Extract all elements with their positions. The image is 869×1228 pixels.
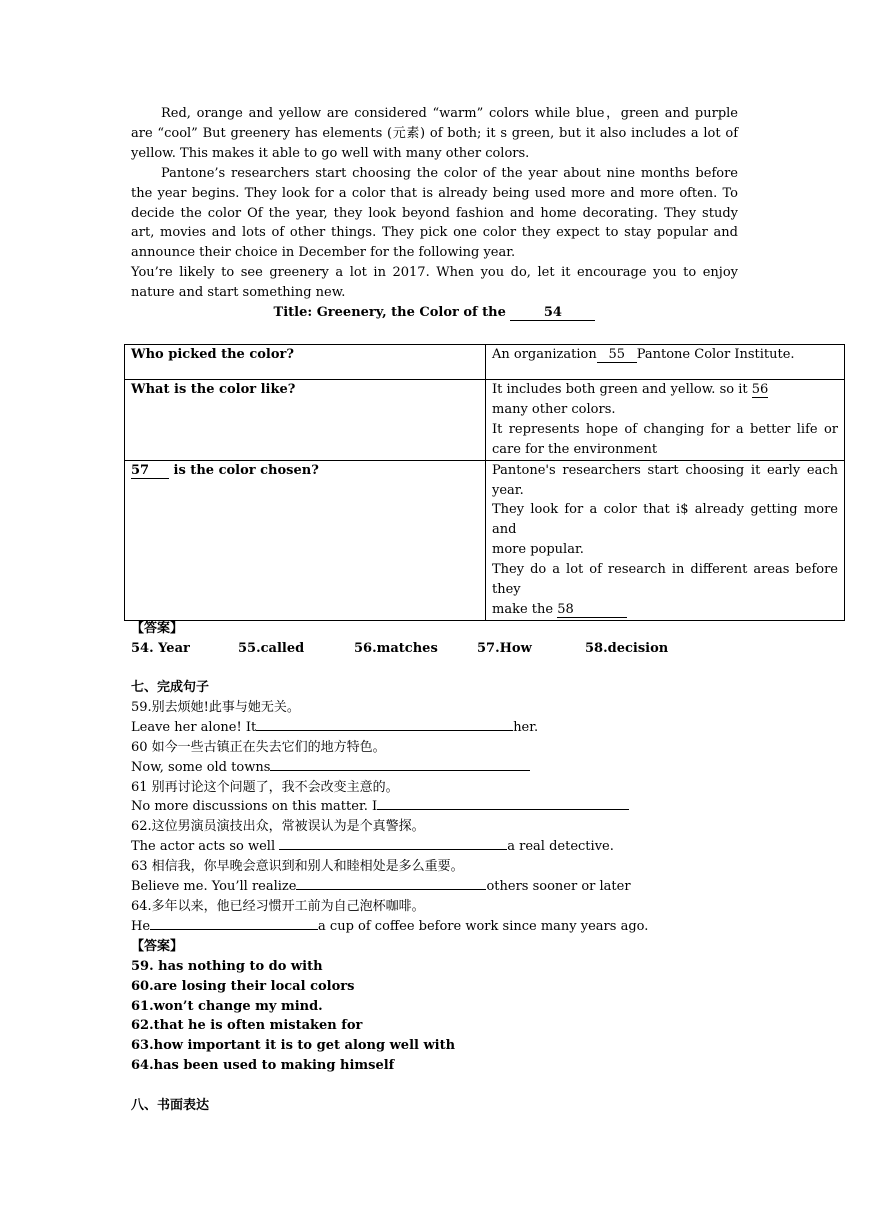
answer-item: 58.decision [585,640,669,656]
answer-line: It represents hope of changing for a better life or care for the environment [492,421,838,457]
table-row [125,460,845,620]
answer-item: 64.has been used to making himself [131,1058,395,1074]
item-cn: 64.多年以来，他已经习惯开工前为自己泡杯咖啡。 [131,898,425,914]
section-seven [131,678,851,1076]
blank-55: 55 [597,348,637,363]
answer-blank [270,770,530,771]
answer-item: 59. has nothing to do with [131,958,323,974]
answer-item: 61.won’t change my mind. [131,998,323,1014]
item-en-text: her. [513,719,539,735]
answer-line: Pantone's researchers start choosing it early each year. [492,462,838,498]
blank-58: 58 [557,603,627,618]
table-title-text: Title: Greenery, the Color of the [273,305,511,321]
answer-line: They do a lot of research in different areas before they [492,562,838,598]
item-en [131,917,851,937]
answer-item: 63.how important it is to get along well with [131,1038,456,1054]
answer-item: 60.are losing their local colors [131,978,355,994]
blank-54: 54 [510,306,595,321]
answer-how [486,460,845,620]
answer-line [492,380,838,400]
item-en [131,758,851,778]
answer-line [492,600,838,620]
answer-blank [279,849,507,850]
answer-text: An organization [492,347,597,362]
answer-what [486,380,845,461]
item-cn: 61 别再讨论这个问题了，我不会改变主意的。 [131,779,399,795]
answer-blank [256,730,513,731]
item-en [131,837,851,857]
section-eight [131,1096,851,1116]
question-text: is the color chosen? [169,462,319,478]
item-cn: 60 如今一些古镇正在失去它们的地方特色。 [131,739,386,755]
answer-blank [296,889,486,890]
item-cn: 62.这位男演员演技出众，常被误认为是个真警探。 [131,819,425,835]
answer-item: 56.matches [354,640,438,656]
item-en [131,797,851,817]
item-en-text: No more discussions on this matter. I [131,799,378,815]
summary-table [124,344,845,621]
item-en [131,718,851,738]
answer-text: make the [492,601,558,617]
answer-item: 54. Year [131,640,190,656]
table-row [125,345,845,380]
answer-label: 【答案】 [131,938,184,954]
answers-54-58 [131,619,851,659]
blank-57: 57 [131,464,169,479]
item-cn: 63 相信我，你早晚会意识到和别人和睦相处是多么重要。 [131,859,464,875]
answer-line: They look for a color that i$ already getting more and [492,502,838,538]
item-en-text: Leave her alone! It [131,719,257,735]
answer-text: It includes both green and yellow. so it [492,382,752,397]
item-en-text: Believe me. You’ll realize [131,879,297,895]
question-what: What is the color like? [125,380,486,461]
answer-text: Pantone Color Institute. [636,347,795,362]
answer-item: 55.called [238,640,305,656]
passage-paragraph-3: You’re likely to see greenery a lot in 2017. When you do, let it encourage you to enjoy nature and start something new. [131,265,738,301]
item-cn: 59.别去烦她!此事与她无关。 [131,699,300,715]
table-row [125,380,845,461]
question-who: Who picked the color? [125,345,486,380]
passage-paragraph-1: Red, orange and yellow are considered “warm” colors while blue，green and purple are “cool” But greenery has elements (元素) of both; it s green, but it also includes a lot of yellow. This makes it able to go well with many other colors. [131,106,738,161]
answer-line: many other colors. [492,401,616,417]
item-en-text: The actor acts so well [131,839,280,855]
answer-item: 57.How [477,640,532,656]
passage-paragraph-2: Pantone’s researchers start choosing the color of the year about nine months before the year begins. They look for a color that is already being used more and more often. To decide the color Of the year, they look beyond fashion and home decorating. They study art, movies and lots of other things. They pick one color they expect to stay popular and announce their choice in December for the following year. [131,165,738,261]
answer-row [131,639,851,659]
table-title [131,303,738,323]
reading-passage [131,104,738,323]
answer-who [486,345,845,380]
answer-item: 62.that he is often mistaken for [131,1018,363,1034]
question-how [125,460,486,620]
answer-blank [377,809,629,810]
item-en-text: a real detective. [507,839,614,855]
item-en-text: Now, some old towns [131,759,271,775]
item-en-text: a cup of coffee before work since many years ago. [318,918,649,934]
blank-56: 56 [751,382,769,397]
item-en-text: He [131,918,151,934]
answer-label: 【答案】 [131,621,184,636]
section-title: 七、完成句子 [131,680,210,695]
item-en-text: others sooner or later [486,879,631,895]
answer-line: more popular. [492,542,584,558]
answer-blank [150,929,318,930]
section-title: 八、书面表达 [131,1098,210,1113]
item-en [131,877,851,897]
